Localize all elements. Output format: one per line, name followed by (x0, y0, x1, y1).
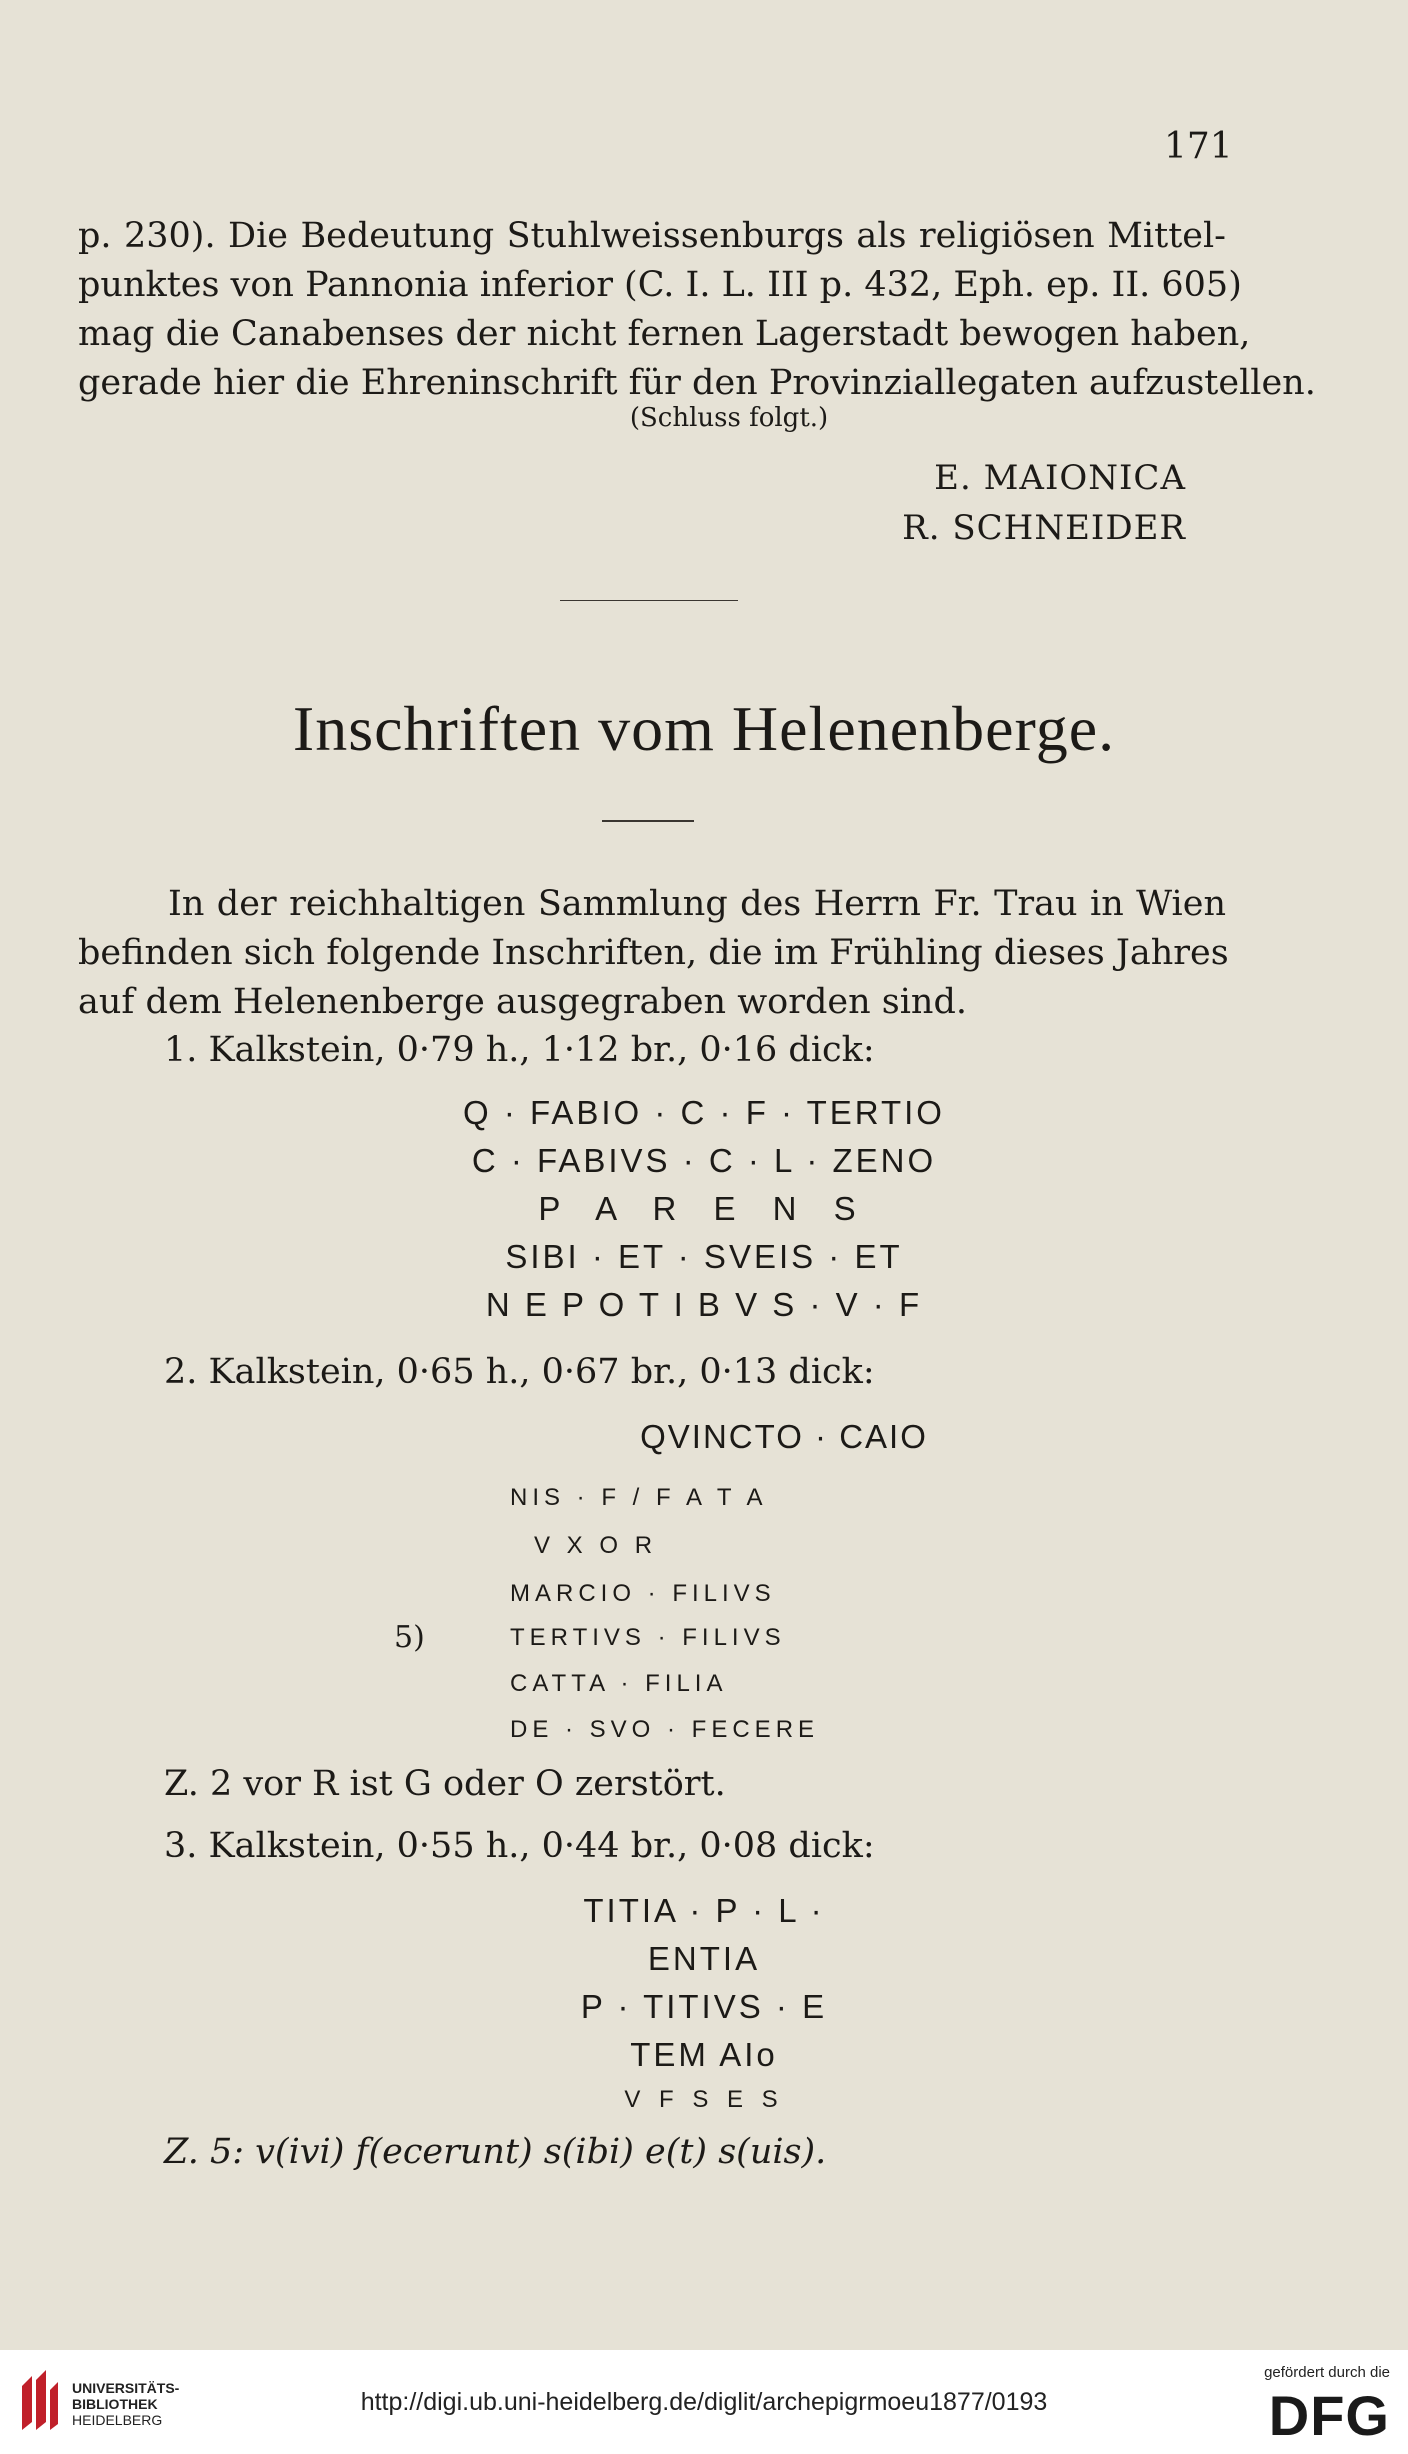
inscription2-line: NIS · F / F A T A (510, 1484, 768, 1511)
funding-note: gefördert durch die (1264, 2364, 1390, 2381)
text-line: gerade hier die Ehreninschrift für den Provinziallegaten aufzustellen. (78, 363, 1316, 403)
item3-note: Z. 5: v(ivi) f(ecerunt) s(ibi) e(t) s(uis). (164, 2132, 827, 2172)
body-paragraph (78, 880, 1229, 1027)
item3-heading: 3. Kalkstein, 0·55 h., 0·44 br., 0·08 dick: (164, 1826, 875, 1866)
inscription3-line: P · TITIVS · E (580, 1988, 828, 2025)
inscription3-line: ENTIA (647, 1940, 761, 1977)
inscription1-line: C · FABIVS · C · L · ZENO (471, 1142, 937, 1179)
article-title: Inschriften vom Helenenberge. (292, 693, 1116, 764)
inscription3-line: TITIA · P · L · (583, 1892, 825, 1929)
schluss-note: (Schluss folgt.) (629, 403, 829, 433)
author-maionica: E. MAIONICA (934, 458, 1186, 498)
inscription1-line: Q · FABIO · C · F · TERTIO (463, 1094, 945, 1131)
text-line: befinden sich folgende Inschriften, die im Frühling dieses Jahres (78, 933, 1229, 973)
text-line: p. 230). Die Bedeutung Stuhlweissenburgs als religiösen Mittel- (78, 216, 1226, 256)
inscription3-line: TEM AIo (630, 2036, 778, 2073)
item1-heading: 1. Kalkstein, 0·79 h., 1·12 br., 0·16 dick: (164, 1030, 875, 1070)
inscription2-line: DE · SVO · FECERE (510, 1716, 820, 1743)
intro-paragraph (78, 212, 1316, 408)
inscription1-line: SIBI · ET · SVEIS · ET (505, 1238, 903, 1275)
inscription2-first-line: QVINCTO · CAIO (640, 1418, 928, 1455)
inscription2-line: MARCIO · FILIVS (510, 1580, 776, 1607)
inscription2-line: TERTIVS · FILIVS (510, 1624, 786, 1651)
page-number: 171 (1164, 126, 1233, 167)
inscription1-line: N E P O T I B V S · V · F (485, 1286, 923, 1323)
item2-note: Z. 2 vor R ist G oder O zerstört. (164, 1764, 726, 1804)
inscription2-line: V X O R (534, 1532, 658, 1559)
text-line: mag die Canabenses der nicht fernen Lagerstadt bewogen haben, (78, 314, 1251, 354)
inscription1-line: P A R E N S (538, 1190, 870, 1227)
dfg-logo: DFG (1268, 2384, 1390, 2447)
author-schneider: R. SCHNEIDER (902, 508, 1186, 548)
section-divider (560, 600, 738, 601)
digitization-footer (0, 2350, 1408, 2454)
title-underline (602, 820, 694, 822)
line-number: 5) (394, 1620, 425, 1655)
permalink-url[interactable]: http://digi.ub.uni-heidelberg.de/diglit/archepigrmoeu1877/0193 (360, 2388, 1048, 2416)
inscription2-line: CATTA · FILIA (510, 1670, 728, 1697)
inscription3-line: V F S E S (624, 2086, 784, 2113)
text-line: auf dem Helenenberge ausgegraben worden sind. (78, 982, 967, 1022)
text-line: In der reichhaltigen Sammlung des Herrn Fr. Trau in Wien (168, 884, 1226, 924)
item2-heading: 2. Kalkstein, 0·65 h., 0·67 br., 0·13 dick: (164, 1352, 875, 1392)
library-name: UNIVERSITÄTS- BIBLIOTHEK HEIDELBERG (72, 2380, 180, 2428)
text-line: punktes von Pannonia inferior (C. I. L. III p. 432, Eph. ep. II. 605) (78, 265, 1242, 305)
